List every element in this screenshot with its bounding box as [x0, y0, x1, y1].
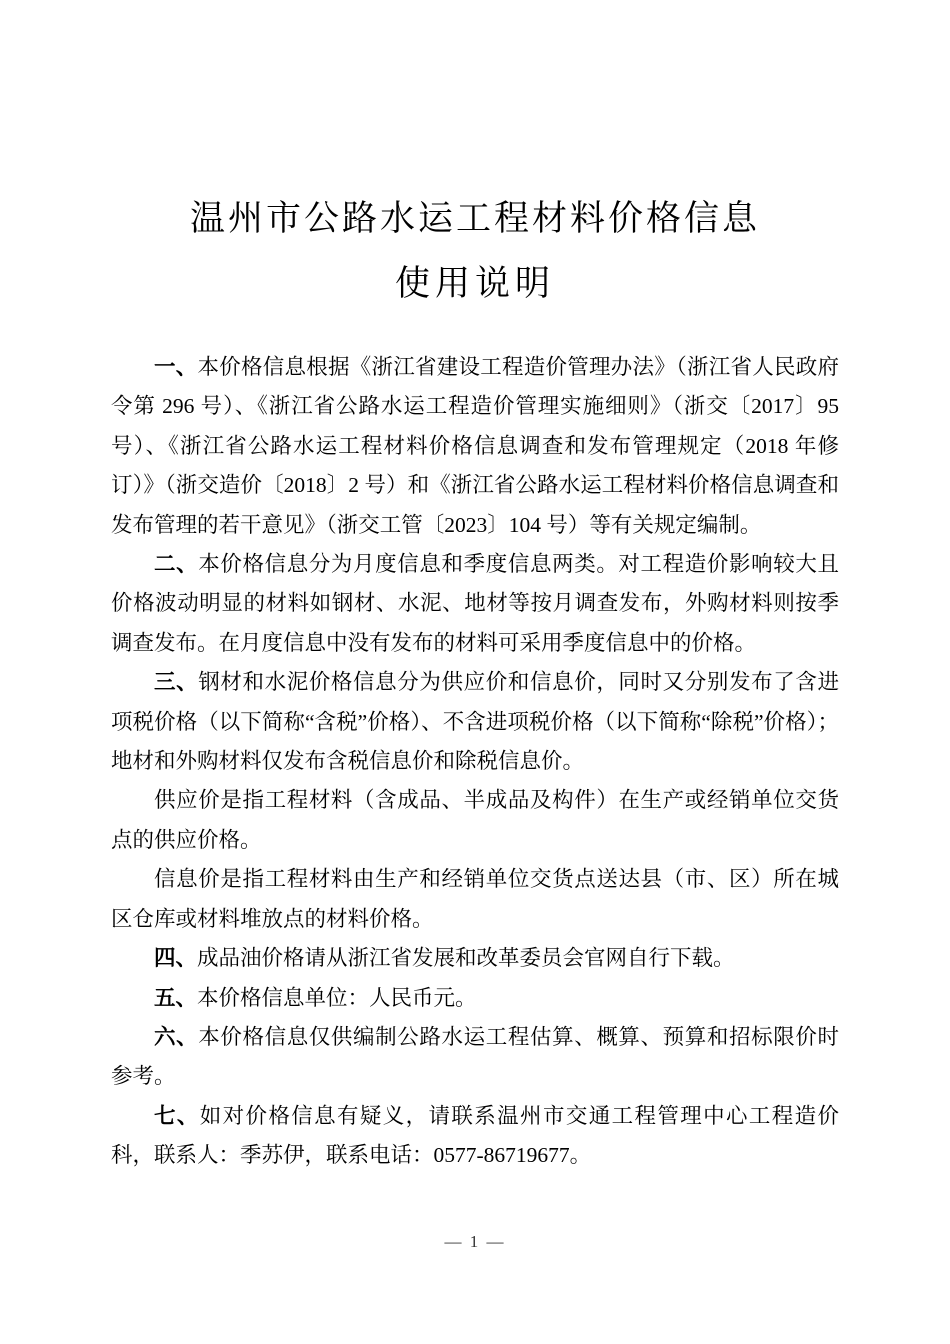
paragraph-3-marker: 三、: [154, 670, 199, 695]
paragraph-4-text: 供应价是指工程材料（含成品、半成品及构件）在生产或经销单位交货点的供应价格。: [111, 788, 839, 852]
paragraph-7-marker: 五、: [154, 985, 198, 1010]
page-number-footer: — 1 —: [444, 1232, 506, 1251]
paragraph-5-text: 信息价是指工程材料由生产和经销单位交货点送达县（市、区）所在城区仓库或材料堆放点的材料价格。: [111, 867, 839, 931]
paragraph-2-text: 本价格信息分为月度信息和季度信息两类。对工程造价影响较大且价格波动明显的材料如钢材、水泥、地材等按月调查发布，外购材料则按季调查发布。在月度信息中没有发布的材料可采用季度信息中的价格。: [111, 552, 839, 655]
paragraph-1: [111, 348, 839, 545]
paragraph-6-marker: 四、: [154, 946, 198, 971]
paragraph-3-text: 钢材和水泥价格信息分为供应价和信息价，同时又分别发布了含进项税价格（以下简称“含税”价格）、不含进项税价格（以下简称“除税”价格）；地材和外购材料仅发布含税信息价和除税信息价。: [111, 670, 839, 774]
paragraph-1-text: 本价格信息根据《浙江省建设工程造价管理办法》（浙江省人民政府令第 296 号）、《浙江省公路水运工程造价管理实施细则》（浙交〔2017〕95 号）、《浙江省公路水运工程材料价格信息调查和发布管理规定（2018 年修订）》（浙交造价〔2018〕2 号）和《浙江省公路水运工程材料价格信息调查和发布管理的若干意见》（浙交工管〔2023〕104 号）等有关规定编制。: [111, 355, 839, 537]
paragraph-6: [111, 939, 839, 978]
paragraph-6-text: 成品油价格请从浙江省发展和改革委员会官网自行下载。: [197, 946, 735, 971]
page-content: [111, 0, 839, 1176]
paragraph-9-marker: 七、: [154, 1103, 200, 1128]
title-block: [111, 0, 839, 316]
paragraph-9: [111, 1097, 839, 1176]
paragraph-7: [111, 979, 839, 1018]
paragraph-8-marker: 六、: [154, 1024, 199, 1049]
document-body: [111, 348, 839, 1176]
paragraph-7-text: 本价格信息单位：人民币元。: [197, 985, 477, 1010]
paragraph-1-marker: 一、: [154, 355, 198, 379]
paragraph-8: [111, 1018, 839, 1097]
paragraph-2-marker: 二、: [154, 552, 199, 577]
document-subtitle: 使用说明: [394, 264, 555, 303]
paragraph-5: [111, 860, 839, 939]
document-title: 温州市公路水运工程材料价格信息: [189, 199, 760, 238]
paragraph-8-text: 本价格信息仅供编制公路水运工程估算、概算、预算和招标限价时参考。: [111, 1024, 839, 1089]
paragraph-4: [111, 781, 839, 860]
paragraph-2: [111, 545, 839, 663]
paragraph-9-text: 如对价格信息有疑义，请联系温州市交通工程管理中心工程造价科，联系人：季苏伊，联系电话：0577-86719677。: [111, 1103, 839, 1168]
paragraph-3: [111, 663, 839, 781]
